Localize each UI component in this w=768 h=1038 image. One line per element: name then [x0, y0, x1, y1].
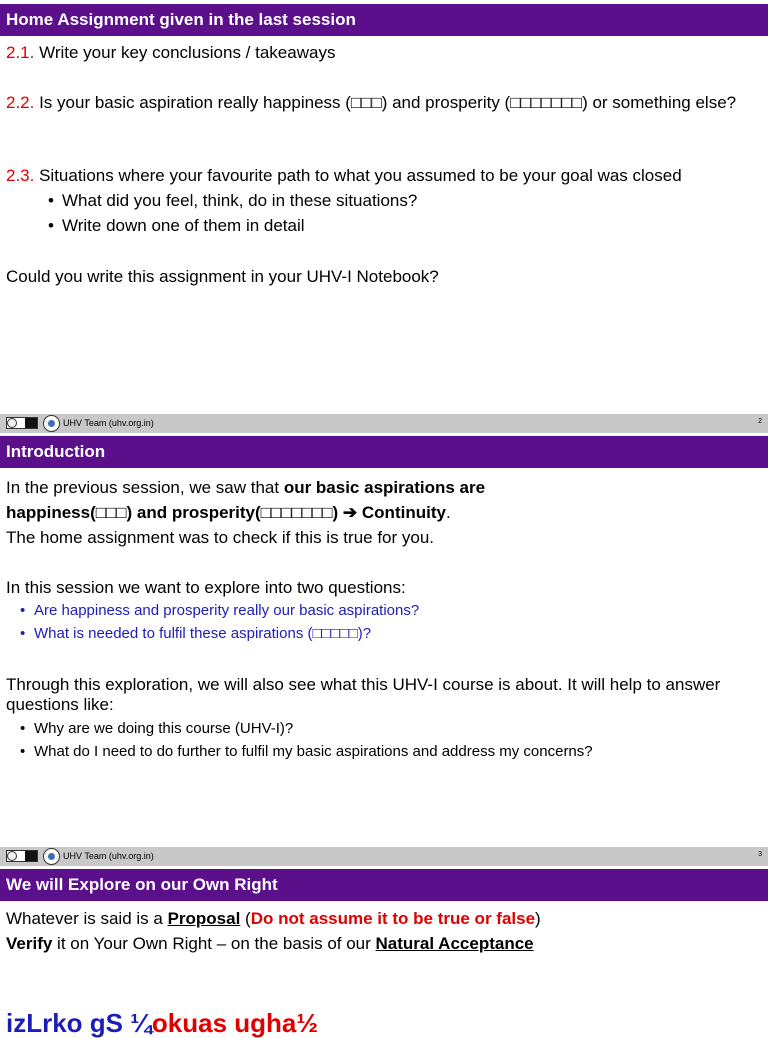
slide-title: We will Explore on our Own Right — [0, 869, 768, 901]
footer-credit: UHV Team (uhv.org.in) — [63, 851, 154, 861]
exploration-paragraph: Through this exploration, we will also see what this UHV-I course is about. It will help to answer questions like: — [6, 675, 721, 714]
sub-bullet: • What did you feel, think, do in these situations? — [48, 191, 418, 210]
item-text: Write your key conclusions / takeaways — [34, 43, 336, 62]
slide-title: Home Assignment given in the last session — [0, 4, 768, 36]
item-text: Situations where your favourite path to what you assumed to be your goal was closed — [34, 166, 682, 185]
proposal-line: Whatever is said is a Proposal (Do not assume it to be true or false) — [6, 909, 541, 928]
closing-question: Could you write this assignment in your UHV-I Notebook? — [6, 267, 439, 286]
course-question-bullet: • Why are we doing this course (UHV-I)? — [20, 720, 294, 737]
verify-line: Verify it on Your Own Right – on the basis of our Natural Acceptance — [6, 934, 534, 953]
item-number: 2.1. — [6, 43, 35, 62]
item-number: 2.2. — [6, 93, 35, 112]
question-bullet: • What is needed to fulfil these aspirations (□□□□□)? — [20, 625, 372, 642]
page-number: 2 — [758, 418, 762, 425]
page-number: 3 — [758, 851, 762, 858]
sub-bullet: • Write down one of them in detail — [48, 216, 305, 235]
course-question-bullet: • What do I need to do further to fulfil my basic aspirations and address my concerns? — [20, 743, 593, 760]
item-number: 2.3. — [6, 166, 35, 185]
hindi-heading: izLrko gS ¼okuas ugha½ — [6, 1008, 319, 1038]
session-intro: In this session we want to explore into two questions: — [6, 578, 406, 597]
intro-paragraph: In the previous session, we saw that our basic aspirations are happiness(□□□) and prosperity(□□□□□□□) ➔ Continuity. The home assignment was to check if this is true for you. — [6, 478, 486, 547]
slide-title: Introduction — [0, 436, 768, 468]
footer-credit: UHV Team (uhv.org.in) — [63, 418, 154, 428]
item-text: Is your basic aspiration really happiness (□□□) and prosperity (□□□□□□□) or something else? — [34, 93, 737, 112]
question-bullet: • Are happiness and prosperity really our basic aspirations? — [20, 602, 420, 619]
